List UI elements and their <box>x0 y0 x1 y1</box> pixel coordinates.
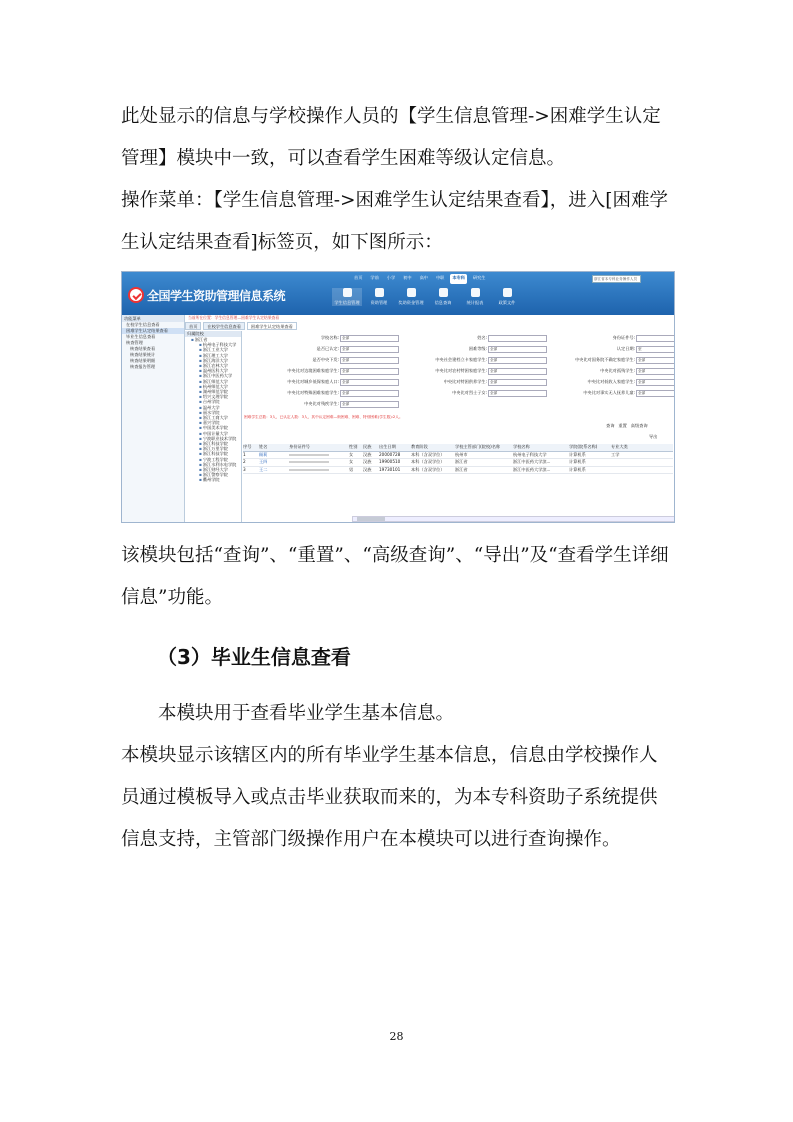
form-field-select[interactable]: 全部 <box>488 368 547 375</box>
form-field <box>539 335 675 341</box>
section-heading: （3）毕业生信息查看 <box>157 645 351 669</box>
grid-cell: 20000728 <box>379 451 401 457</box>
grid-column-header[interactable]: 专业大类 <box>611 444 628 449</box>
nav-reports[interactable]: 统计报表 <box>460 288 490 306</box>
nav-info-query[interactable]: 信息查询 <box>428 288 458 306</box>
grid-cell: 本科（含双学位） <box>411 459 445 464</box>
form-field-select[interactable]: 全部 <box>488 346 547 353</box>
tree-school-node[interactable]: ▪ 台州学院 <box>185 399 241 404</box>
tab-difficulty-results[interactable]: 困难学生认定结果查看 <box>247 322 297 330</box>
page-number: 28 <box>389 1030 404 1043</box>
tree-school-node[interactable]: ▪ 丽水学院 <box>185 410 241 415</box>
tree-school-node[interactable]: ▪ 嘉兴学院 <box>185 420 241 425</box>
quick-nav-preschool[interactable]: 学前 <box>370 275 379 280</box>
form-field-select[interactable]: 全部 <box>488 357 547 364</box>
tree-school-node[interactable]: ▪ 浙江科技学院 <box>185 451 241 456</box>
grid-cell: 2 <box>243 459 246 464</box>
form-field-select[interactable]: 全部 <box>340 401 399 408</box>
form-field-label: 中央比对事实无人抚养儿童: <box>583 390 635 395</box>
tree-school-node[interactable]: ▪ 浙江师范大学 <box>185 379 241 384</box>
tree-school-node[interactable]: ▪ 浙江理工大学 <box>185 353 241 358</box>
form-field-label: 中央比对边境困难家庭学生: <box>287 368 339 373</box>
form-field-select[interactable]: 全部 <box>636 368 675 375</box>
quick-nav-junior[interactable]: 初中 <box>403 275 412 280</box>
main-nav <box>332 288 522 306</box>
grid-cell: 汉族 <box>363 451 372 457</box>
app-title: 全国学生资助管理信息系统 <box>147 289 286 303</box>
form-field <box>391 368 547 374</box>
form-field-label: 是否已认定: <box>316 346 339 351</box>
grid-column-header[interactable]: 学院(院系名称) <box>569 444 598 449</box>
form-field-label: 中央比对国务院不确定家庭学生: <box>574 357 635 362</box>
grid-cell <box>611 467 641 474</box>
grid-column-header[interactable]: 姓名 <box>259 444 268 449</box>
sidebar-item[interactable]: 核查管理 <box>126 340 143 345</box>
tab-bar <box>185 322 297 330</box>
tree-school-node[interactable]: ▪ 温州医科大学 <box>185 368 241 373</box>
form-field-label: 是否中央下发: <box>312 357 339 362</box>
table-row[interactable] <box>243 452 673 460</box>
app-header <box>122 272 674 315</box>
grid-column-header[interactable]: 身份证件号 <box>289 444 310 449</box>
grid-cell: 浙江省 <box>455 466 468 472</box>
form-field-select[interactable]: 全部 <box>488 379 547 386</box>
grid-cell: 杭州电子科技大学 <box>513 451 547 457</box>
form-field-label: 中央比对特困供养学生: <box>443 379 487 384</box>
grid-cell <box>289 452 349 459</box>
grid-cell: 女 <box>349 459 354 464</box>
form-field-label: 中央比对农村特困家庭学生: <box>435 368 487 373</box>
horizontal-scrollbar[interactable] <box>352 516 675 522</box>
tree-school-node[interactable]: ▪ 浙江科技学院 <box>185 441 241 446</box>
grid-header-row <box>243 444 673 452</box>
results-grid <box>243 444 673 474</box>
grid-cell: 女 <box>349 451 354 457</box>
form-field <box>243 390 399 396</box>
document-icon <box>407 288 416 297</box>
grid-cell: 1 <box>243 451 246 457</box>
tab-home[interactable]: 首页 <box>185 322 201 330</box>
reset-button[interactable]: 重置 <box>618 423 627 428</box>
tree-school-node[interactable]: ▪ 温州大学 <box>185 405 241 410</box>
grid-cell: 浙江中医药大学滨... <box>513 459 551 464</box>
grid-cell: 汉族 <box>363 466 372 472</box>
sidebar <box>122 315 185 522</box>
grid-column-header[interactable]: 学校名称 <box>513 444 530 449</box>
form-field-label: 中央比对孤残学生: <box>600 368 635 373</box>
form-field-select[interactable]: 全部 <box>340 368 399 375</box>
tree-school-node[interactable]: ▪ 杭州电子科技大学 <box>185 342 241 347</box>
briefcase-icon <box>375 288 384 297</box>
form-field <box>539 346 675 352</box>
tree-school-node[interactable]: ▪ 浙江工商大学 <box>185 415 241 420</box>
export-button[interactable]: 导出 <box>649 434 658 439</box>
pie-chart-icon <box>471 288 480 297</box>
grid-column-header[interactable]: 民族 <box>363 444 372 449</box>
tree-school-node[interactable]: ▪ 中国计量大学 <box>185 431 241 436</box>
nav-funds[interactable]: 奖助资金管理 <box>396 288 426 306</box>
user-select[interactable]: 浙江省本专科业务操作人员 <box>592 275 641 283</box>
sidebar-item[interactable]: 核查结果统计 <box>130 352 156 357</box>
paragraph-functions: 该模块包括“查询”、“重置”、“高级查询”、“导出”及“查看学生详细信息”功能。 <box>121 545 669 608</box>
paragraph-operation-menu: 操作菜单：【学生信息管理->困难学生认定结果查看】，进入[困难学生认定结果查看]标签页，如下图所示： <box>121 190 668 253</box>
form-field-label: 中央社会建档立卡家庭学生: <box>435 357 487 362</box>
form-field-select[interactable]: 全部 <box>340 335 399 342</box>
tree-school-node[interactable]: ▪ 浙江水利水电学院 <box>185 462 241 467</box>
sidebar-item[interactable]: 核查结果查看 <box>130 346 156 351</box>
grid-cell: 本科（含双学位） <box>411 466 445 472</box>
form-field <box>391 357 547 363</box>
quick-nav-undergrad[interactable]: 本专科 <box>450 274 467 284</box>
form-field-select[interactable]: 全部 <box>340 390 399 397</box>
tree-school-node[interactable]: ▪ 浙江万里学院 <box>185 446 241 451</box>
paragraph-graduate-details: 本模块显示该辖区内的所有毕业学生基本信息，信息由学校操作人员通过模板导入或点击毕业获取而来的，为本专科资助子系统提供信息支持，主管部门级操作用户在本模块可以进行查询操作。 <box>121 745 658 850</box>
grid-cell <box>289 467 349 474</box>
form-field-label: 身份证件号: <box>612 335 635 340</box>
sidebar-item[interactable]: 困难学生认定结果查看 <box>122 328 184 334</box>
form-field <box>539 379 675 385</box>
table-row[interactable] <box>243 459 673 467</box>
grid-cell: 浙江省 <box>455 459 468 464</box>
quick-nav-primary[interactable]: 小学 <box>386 275 396 280</box>
tree-header: 归属院校 <box>185 331 241 337</box>
sidebar-header: 功能菜单 <box>122 315 184 322</box>
form-field-select[interactable]: 至 <box>636 346 675 353</box>
students-icon <box>343 288 352 297</box>
paragraph-graduate-purpose: 本模块用于查看毕业学生基本信息。 <box>158 703 455 724</box>
tree-school-node[interactable]: ▪ 浙江海洋大学 <box>185 358 241 363</box>
form-field-select[interactable]: 全部 <box>340 346 399 353</box>
form-field <box>391 379 547 385</box>
quick-nav-graduate[interactable]: 研究生 <box>472 275 486 280</box>
grid-cell: 本科（含双学位） <box>411 451 445 457</box>
form-field-select[interactable]: 全部 <box>636 390 675 397</box>
grid-column-header[interactable]: 教育阶段 <box>411 444 428 449</box>
table-row[interactable] <box>243 467 673 475</box>
form-field <box>539 357 675 363</box>
grid-column-header[interactable]: 序号 <box>243 444 252 449</box>
form-field <box>243 357 399 363</box>
quick-nav-senior[interactable]: 高中 <box>419 275 428 280</box>
file-icon <box>503 288 512 297</box>
form-field <box>539 368 675 374</box>
student-name-link[interactable]: 顾莉 <box>259 451 268 457</box>
grid-cell: 工学 <box>611 451 620 457</box>
grid-cell: 杭州市 <box>455 451 468 457</box>
tree-school-node[interactable]: ▪ 浙江工业大学 <box>185 347 241 352</box>
search-form <box>243 331 673 419</box>
form-field <box>243 368 399 374</box>
student-name-link[interactable]: 王四 <box>259 459 268 464</box>
tree-school-node[interactable]: ▪ 衢州学院 <box>185 477 241 482</box>
tree-school-node[interactable]: ▪ 浙江农林大学 <box>185 363 241 368</box>
form-field-label: 学校名称: <box>320 335 339 340</box>
tree-school-node[interactable]: ▪ 中国美术学院 <box>185 425 241 430</box>
paragraph-intro: 此处显示的信息与学校操作人员的【学生信息管理->困难学生认定管理】模块中一致，可以查看学生困难等级认定信息。 <box>121 106 661 169</box>
summary-warning: 困难学生总数：3人，已认定人数：3人，其中认定困难—般困难、困难、特别困难(学生数):2人。 <box>244 415 403 419</box>
form-field-select[interactable]: 全部 <box>340 357 399 364</box>
form-field-label: 中央比对烈士子女: <box>452 390 487 395</box>
search-icon <box>439 288 448 297</box>
form-field <box>243 346 399 352</box>
nav-policy[interactable]: 政策文件 <box>492 288 522 306</box>
form-field <box>539 390 675 396</box>
form-field-label: 中央比对残疾学生: <box>304 401 339 406</box>
grid-cell <box>611 459 641 466</box>
grid-cell: 3 <box>243 466 246 472</box>
screenshot-figure <box>121 271 675 523</box>
form-field <box>243 401 399 407</box>
system-logo-icon <box>128 287 144 303</box>
tree-root[interactable]: ▪ 浙江省 <box>185 337 241 342</box>
tree-school-node[interactable]: ▪ 宁波职业技术学院 <box>185 436 241 441</box>
tree-school-node[interactable]: ▪ 杭州师范大学 <box>185 384 241 389</box>
advanced-query-button[interactable]: 高级查询 <box>630 423 648 428</box>
grid-toolbar <box>606 423 648 429</box>
form-field-label: 困难等级: <box>468 346 487 351</box>
form-field-label: 中央比对特殊困难家庭学生: <box>287 390 339 395</box>
query-button[interactable]: 查询 <box>606 423 615 428</box>
grid-cell: 19900510 <box>379 459 401 464</box>
form-field <box>391 346 547 352</box>
tree-school-node[interactable]: ▪ 浙江警察学院 <box>185 472 241 477</box>
quick-nav-home[interactable]: 首页 <box>354 275 363 280</box>
grid-column-header[interactable]: 出生日期 <box>379 444 396 449</box>
form-field-select[interactable]: 全部 <box>636 357 675 364</box>
student-name-link[interactable]: 王二 <box>259 466 268 472</box>
form-field-select[interactable] <box>636 335 675 342</box>
grid-cell: 计算机系 <box>569 459 586 464</box>
nav-student-info[interactable]: 学生信息管理 <box>332 288 362 306</box>
tree-school-node[interactable]: ▪ 湖州师范学院 <box>185 389 241 394</box>
form-field <box>243 379 399 385</box>
grid-cell: 浙江中医药大学滨... <box>513 466 551 472</box>
tree-school-node[interactable]: ▪ 宁波工程学院 <box>185 457 241 462</box>
quick-nav-vocational[interactable]: 中职 <box>435 275 445 280</box>
grid-cell <box>289 459 349 466</box>
grid-cell: 计算机系 <box>569 451 586 457</box>
tree-school-node[interactable]: ▪ 绍兴文理学院 <box>185 394 241 399</box>
form-field <box>391 390 547 396</box>
grid-cell: 汉族 <box>363 459 372 464</box>
grid-cell: 19730101 <box>379 466 401 472</box>
tab-student-info[interactable]: 在校学生信息查看 <box>203 322 245 330</box>
form-field-label: 认定日期: <box>616 346 635 351</box>
form-field <box>243 335 399 341</box>
form-field-select[interactable]: 全部 <box>340 379 399 386</box>
tree-school-node[interactable]: ▪ 浙江中医药大学 <box>185 373 241 378</box>
sidebar-item[interactable]: 毕业生信息查看 <box>126 334 156 339</box>
tree-school-node[interactable]: ▪ 浙江财经大学 <box>185 467 241 472</box>
form-field-label: 姓名: <box>477 335 487 340</box>
sidebar-item[interactable]: 核查结果明细 <box>130 358 156 363</box>
grid-cell: 男 <box>349 466 354 472</box>
grid-column-header[interactable]: 性别 <box>349 444 358 449</box>
nav-aid-management[interactable]: 资助管理 <box>364 288 394 306</box>
form-field-label: 中央比对低收入家庭学生: <box>587 379 635 384</box>
form-field-select[interactable]: 全部 <box>488 390 547 397</box>
grid-column-header[interactable]: 学校主管部门(院校)名称 <box>455 444 501 449</box>
form-field <box>391 335 547 341</box>
form-field-select[interactable]: 全部 <box>636 379 675 386</box>
sidebar-item[interactable]: 核查报告管理 <box>130 364 156 369</box>
breadcrumb: 当前所在位置：学生信息管理—困难学生认定结果查看 <box>188 315 280 320</box>
sidebar-item[interactable]: 在校学生信息查看 <box>126 322 160 327</box>
school-tree <box>185 331 242 522</box>
grid-cell: 计算机系 <box>569 466 586 472</box>
quick-nav <box>352 274 488 284</box>
form-field-label: 中央比对城乡低保家庭人口: <box>287 379 339 384</box>
